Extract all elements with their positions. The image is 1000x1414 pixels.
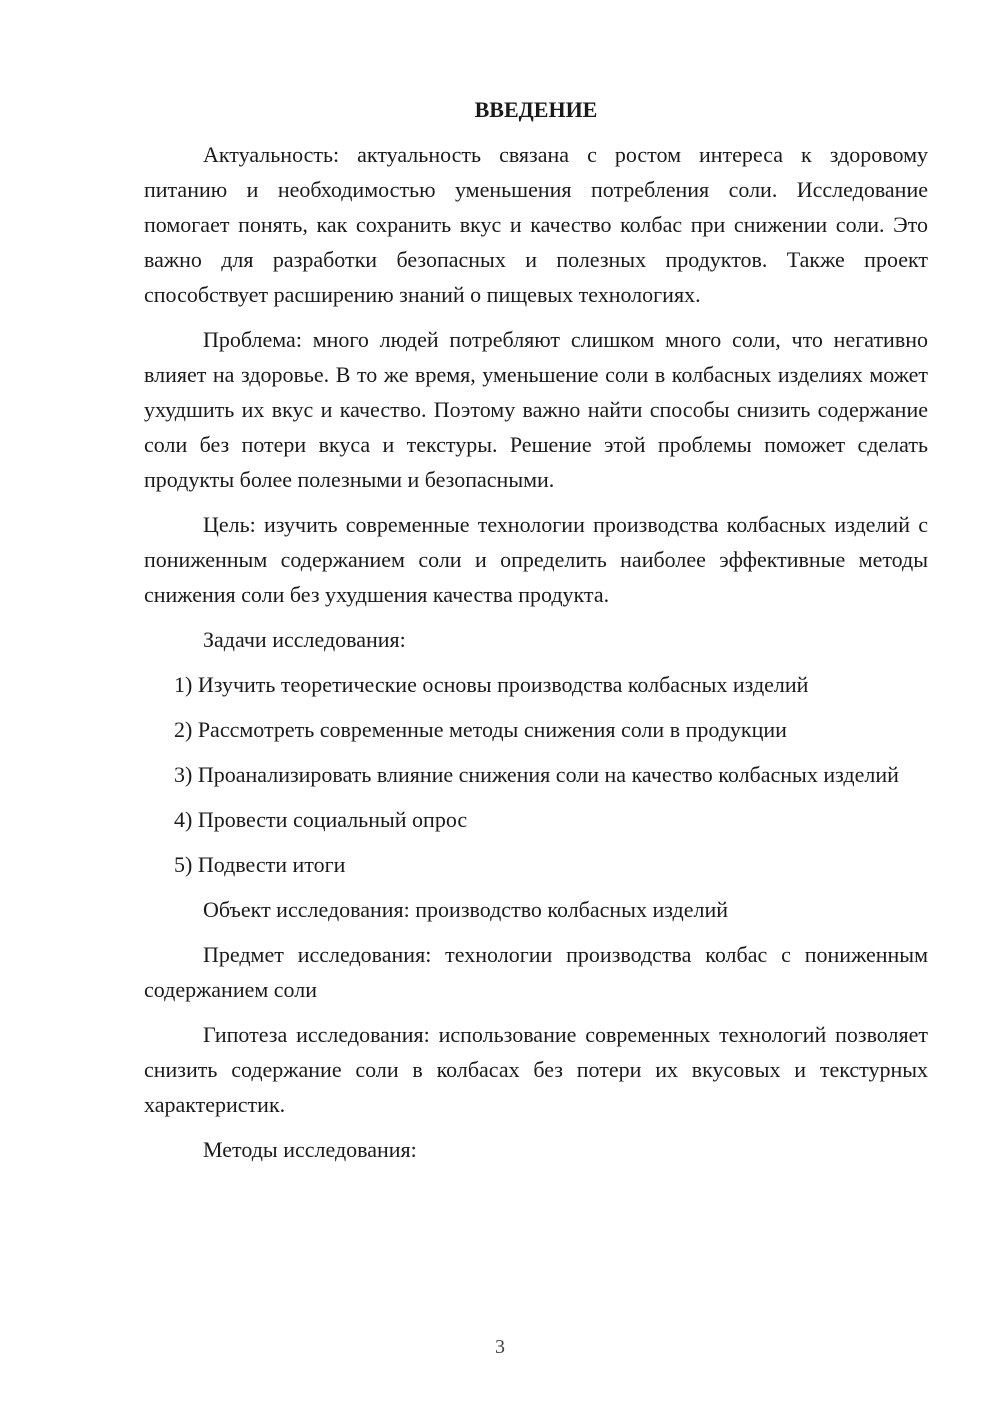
- methods-heading: Методы исследования:: [203, 1137, 417, 1162]
- research-object-paragraph: Объект исследования: производство колбасных изделий: [203, 897, 729, 922]
- task-item: 2) Рассмотреть современные методы снижения соли в продукции: [174, 717, 787, 742]
- goal-paragraph: Цель: изучить современные технологии производства колбасных изделий с пониженным содержанием соли и определить наиболее эффективные методы снижения соли без ухудшения качества продукта.: [144, 512, 928, 607]
- tasks-heading: Задачи исследования:: [203, 627, 406, 652]
- task-item: 4) Провести социальный опрос: [174, 807, 468, 832]
- page-number: 3: [495, 1336, 505, 1358]
- section-title: ВВЕДЕНИЕ: [474, 97, 598, 122]
- problem-paragraph: Проблема: много людей потребляют слишком много соли, что негативно влияет на здоровье. В то же время, уменьшение соли в колбасных изделиях может ухудшить их вкус и качество. Поэтому важно найти способы снизить содержание соли без потери вкуса и текстуры. Решение этой проблемы поможет сделать продукты более полезными и безопасными.: [144, 327, 928, 492]
- task-item: 3) Проанализировать влияние снижения соли на качество колбасных изделий: [174, 762, 899, 787]
- hypothesis-paragraph: Гипотеза исследования: использование современных технологий позволяет снизить содержание соли в колбасах без потери их вкусовых и текстурных характеристик.: [144, 1022, 928, 1117]
- research-subject-paragraph: Предмет исследования: технологии производства колбас с пониженным содержанием соли: [144, 942, 928, 1002]
- task-item: 1) Изучить теоретические основы производства колбасных изделий: [174, 672, 809, 697]
- document-body: [144, 92, 928, 1177]
- relevance-paragraph: Актуальность: актуальность связана с ростом интереса к здоровому питанию и необходимостью уменьшения потребления соли. Исследование помогает понять, как сохранить вкус и качество колбас при снижении соли. Это важно для разработки безопасных и полезных продуктов. Также проект способствует расширению знаний о пищевых технологиях.: [144, 142, 928, 307]
- task-item: 5) Подвести итоги: [174, 852, 346, 877]
